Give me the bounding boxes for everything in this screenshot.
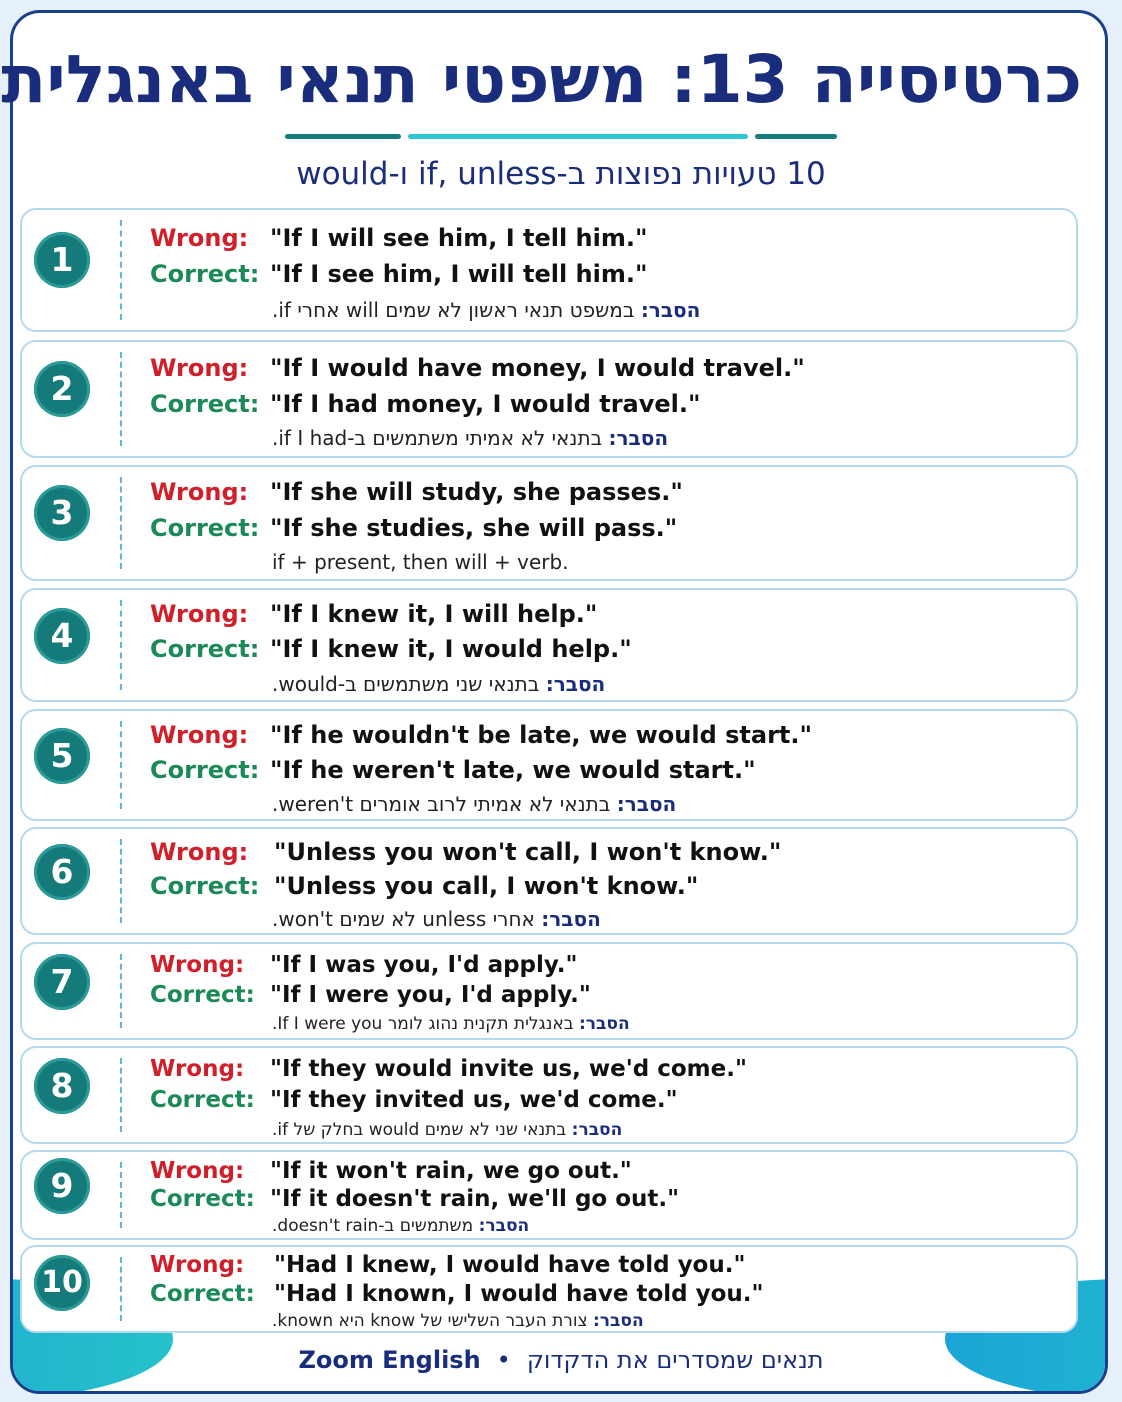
card-divider (120, 1058, 122, 1132)
card-divider (120, 1162, 122, 1228)
correct-label: Correct: (150, 390, 260, 418)
correct-label: Correct: (150, 872, 260, 900)
explanation-key: הסבר: (545, 672, 606, 696)
card-number-badge: 10 (34, 1255, 90, 1311)
card-number-badge: 4 (34, 608, 90, 664)
correct-sentence: "If she studies, she will pass." (270, 514, 678, 542)
mistake-card-9 (20, 1150, 1078, 1240)
mistake-card-5 (20, 709, 1078, 821)
wrong-sentence: "If I knew it, I will help." (270, 600, 598, 628)
correct-sentence: "If it doesn't rain, we'll go out." (270, 1186, 680, 1212)
card-number-badge: 2 (34, 361, 90, 417)
wrong-label: Wrong: (150, 1252, 245, 1278)
wrong-sentence: "If I was you, I'd apply." (270, 952, 578, 978)
card-number-badge: 5 (34, 728, 90, 784)
explanation-text: בתנאי שני לא שמים would בחלק של if. (272, 1120, 567, 1140)
card-number-badge: 3 (34, 485, 90, 541)
explanation-text: בתנאי שני משתמשים ב-would. (272, 672, 540, 696)
explanation-key: הסבר: (640, 298, 701, 322)
wrong-sentence: "If I will see him, I tell him." (270, 224, 648, 252)
accent-bar-right (755, 134, 837, 139)
explanation-text: משתמשים ב-doesn't rain. (272, 1216, 474, 1236)
correct-sentence: "Had I known, I would have told you." (274, 1281, 764, 1307)
correct-label: Correct: (150, 260, 260, 288)
mistake-card-7 (20, 942, 1078, 1040)
footer (0, 1346, 1122, 1386)
mistake-card-2 (20, 340, 1078, 458)
explanation (272, 1216, 529, 1236)
mistake-card-8 (20, 1046, 1078, 1144)
wrong-label: Wrong: (150, 721, 249, 749)
explanation-text: צורת העבר השלישי של know היא known. (272, 1311, 588, 1331)
card-number-badge: 7 (34, 954, 90, 1010)
card-divider (120, 352, 122, 446)
explanation (272, 1311, 644, 1331)
wrong-label: Wrong: (150, 1056, 245, 1082)
explanation-key: הסבר: (593, 1311, 644, 1331)
wrong-sentence: "Unless you won't call, I won't know." (274, 838, 782, 866)
correct-label: Correct: (150, 635, 260, 663)
footer-brand: Zoom English (298, 1346, 481, 1374)
explanation (272, 426, 668, 450)
explanation-text: באנגלית תקנית נהוג לומר If I were you. (272, 1014, 574, 1034)
wrong-sentence: "If she will study, she passes." (270, 478, 683, 506)
explanation-text: if + present, then will + verb. (272, 550, 569, 574)
explanation (272, 1120, 622, 1140)
correct-label: Correct: (150, 1281, 255, 1307)
explanation-key: הסבר: (608, 426, 669, 450)
card-divider (120, 839, 122, 923)
page-title: כרטיסייה 13: משפטי תנאי באנגלית (1, 41, 1082, 118)
wrong-sentence: "If he wouldn't be late, we would start." (270, 721, 813, 749)
mistake-card-1 (20, 208, 1078, 332)
card-number-badge: 8 (34, 1058, 90, 1114)
explanation-text: אחרי unless לא שמים won't. (272, 907, 535, 931)
wrong-sentence: "Had I knew, I would have told you." (274, 1252, 746, 1278)
correct-label: Correct: (150, 514, 260, 542)
card-number-badge: 9 (34, 1158, 90, 1214)
correct-label: Correct: (150, 982, 255, 1008)
card-number-badge: 1 (34, 232, 90, 288)
wrong-label: Wrong: (150, 1158, 245, 1184)
card-divider (120, 721, 122, 809)
explanation (272, 1014, 630, 1034)
wrong-label: Wrong: (150, 354, 249, 382)
correct-sentence: "If they invited us, we'd come." (270, 1087, 678, 1113)
card-number-badge: 6 (34, 844, 90, 900)
explanation (272, 907, 601, 931)
explanation-text: בתנאי לא אמיתי משתמשים ב-if I had. (272, 426, 603, 450)
correct-label: Correct: (150, 756, 260, 784)
accent-bar-left (285, 134, 401, 139)
correct-sentence: "If I knew it, I would help." (270, 635, 632, 663)
explanation-key: הסבר: (478, 1216, 530, 1236)
card-divider (120, 477, 122, 569)
explanation-key: הסבר: (571, 1120, 623, 1140)
footer-separator: • (496, 1346, 511, 1374)
mistake-card-6 (20, 827, 1078, 935)
wrong-sentence: "If it won't rain, we go out." (270, 1158, 632, 1184)
accent-bar-center (408, 134, 748, 139)
wrong-label: Wrong: (150, 600, 249, 628)
mistake-card-3 (20, 465, 1078, 581)
explanation (272, 792, 676, 816)
explanation (272, 550, 569, 574)
explanation-key: הסבר: (541, 907, 601, 931)
explanation-text: במשפט תנאי ראשון לא שמים will אחרי if. (272, 298, 635, 322)
correct-sentence: "If I were you, I'd apply." (270, 982, 591, 1008)
explanation (272, 298, 700, 322)
correct-sentence: "If I had money, I would travel." (270, 390, 701, 418)
wrong-sentence: "If they would invite us, we'd come." (270, 1056, 747, 1082)
footer-tagline: תנאים שמסדרים את הדקדוק (526, 1346, 824, 1374)
correct-sentence: "If he weren't late, we would start." (270, 756, 756, 784)
explanation-key: הסבר: (578, 1014, 630, 1034)
mistake-card-10 (20, 1245, 1078, 1333)
wrong-label: Wrong: (150, 952, 245, 978)
card-divider (120, 220, 122, 320)
card-divider (120, 600, 122, 690)
explanation-key: הסבר: (616, 792, 677, 816)
wrong-label: Wrong: (150, 838, 249, 866)
card-divider (120, 954, 122, 1028)
card-divider (120, 1257, 122, 1321)
wrong-sentence: "If I would have money, I would travel." (270, 354, 805, 382)
correct-label: Correct: (150, 1087, 255, 1113)
correct-label: Correct: (150, 1186, 255, 1212)
wrong-label: Wrong: (150, 224, 249, 252)
correct-sentence: "Unless you call, I won't know." (274, 872, 699, 900)
explanation-text: בתנאי לא אמיתי לרוב אומרים weren't. (272, 792, 611, 816)
mistake-card-4 (20, 588, 1078, 702)
explanation (272, 672, 605, 696)
page-subtitle: 10 טעויות נפוצות ב-if, unless ו-would (296, 156, 826, 192)
correct-sentence: "If I see him, I will tell him." (270, 260, 648, 288)
wrong-label: Wrong: (150, 478, 249, 506)
